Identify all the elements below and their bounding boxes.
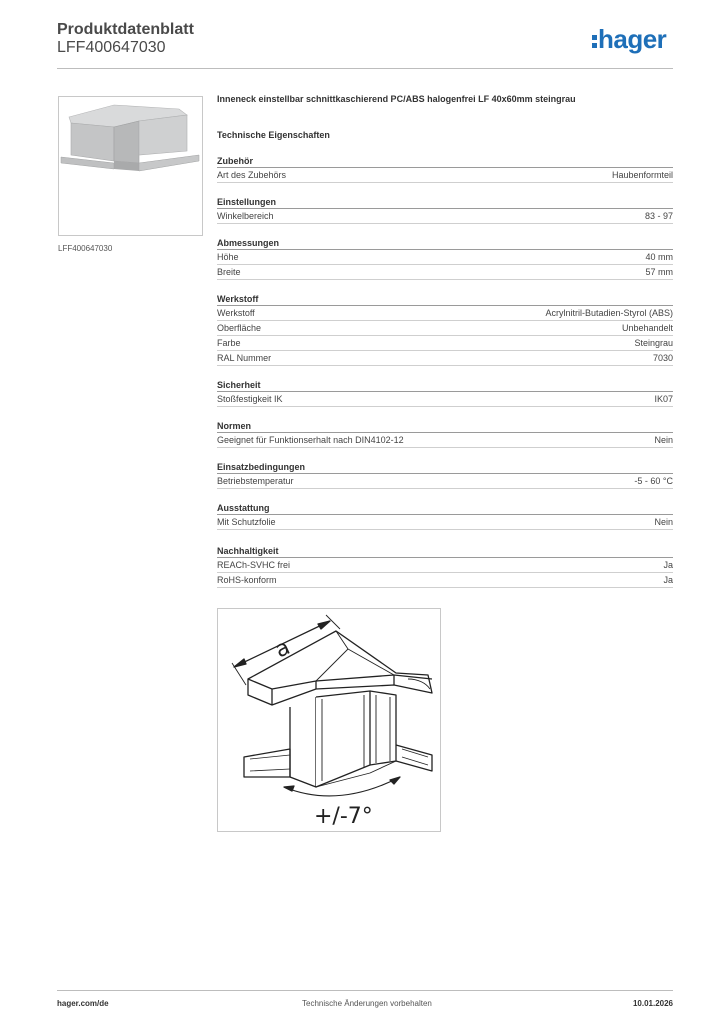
spec-label: Winkelbereich (217, 211, 274, 221)
spec-section (217, 420, 673, 458)
angle-label: +/-7° (314, 804, 373, 829)
spec-row (217, 265, 673, 280)
spec-row (217, 392, 673, 407)
spec-section (217, 155, 673, 193)
section-title: Nachhaltigkeit (217, 545, 673, 558)
spec-value: Nein (654, 517, 673, 527)
spec-row (217, 209, 673, 224)
spec-label: Farbe (217, 338, 241, 348)
spec-section (217, 461, 673, 499)
spec-value: 7030 (652, 353, 673, 363)
spec-value: 57 mm (645, 267, 673, 277)
spec-section (217, 196, 673, 234)
spec-value: 40 mm (645, 252, 673, 262)
spec-value: Nein (654, 435, 673, 445)
section-title: Normen (217, 420, 673, 433)
section-spacer (217, 280, 673, 290)
spec-value: Ja (663, 575, 673, 585)
dimension-label: a (271, 634, 295, 664)
spec-sections (217, 155, 673, 598)
spec-section (217, 237, 673, 290)
spec-value: -5 - 60 °C (634, 476, 673, 486)
product-title: Inneneck einstellbar schnittkaschierend PC/ABS halogenfrei LF 40x60mm steingrau (217, 94, 576, 104)
spec-label: Höhe (217, 252, 239, 262)
spec-value: Steingrau (634, 338, 673, 348)
spec-label: RoHS-konform (217, 575, 277, 585)
section-title: Zubehör (217, 155, 673, 168)
dimension-drawing-icon (218, 609, 440, 831)
product-image-icon (59, 97, 202, 235)
section-spacer (217, 366, 673, 376)
spec-label: Werkstoff (217, 308, 255, 318)
footer-website-link[interactable]: hager.com/de (57, 999, 109, 1008)
tech-heading: Technische Eigenschaften (217, 130, 330, 140)
spec-row (217, 250, 673, 265)
spec-section (217, 379, 673, 417)
spec-value: Haubenformteil (611, 170, 673, 180)
section-spacer (217, 448, 673, 458)
section-title: Einstellungen (217, 196, 673, 209)
footer-divider (57, 990, 673, 991)
spec-label: Oberfläche (217, 323, 262, 333)
spec-row (217, 351, 673, 366)
spec-label: Stoßfestigkeit IK (217, 394, 283, 404)
footer-disclaimer: Technische Änderungen vorbehalten (302, 999, 432, 1008)
section-spacer (217, 407, 673, 417)
spec-row (217, 515, 673, 530)
spec-row (217, 433, 673, 448)
thumbnail-caption: LFF400647030 (58, 244, 113, 253)
footer-date: 10.01.2026 (632, 999, 673, 1008)
brand-logo (592, 26, 666, 52)
technical-drawing (217, 608, 441, 832)
section-title: Werkstoff (217, 293, 673, 306)
spec-label: Breite (217, 267, 241, 277)
section-title: Einsatzbedingungen (217, 461, 673, 474)
spec-section (217, 293, 673, 376)
spec-row (217, 336, 673, 351)
section-spacer (217, 224, 673, 234)
spec-section (217, 545, 673, 598)
spec-row (217, 306, 673, 321)
section-title: Ausstattung (217, 502, 673, 515)
product-code: LFF400647030 (57, 39, 166, 56)
spec-value: 83 - 97 (644, 211, 673, 221)
section-title: Abmessungen (217, 237, 673, 250)
spec-row (217, 474, 673, 489)
section-spacer (217, 489, 673, 499)
spec-label: Art des Zubehörs (217, 170, 287, 180)
spec-row (217, 321, 673, 336)
spec-label: RAL Nummer (217, 353, 272, 363)
spec-label: Mit Schutzfolie (217, 517, 276, 527)
header-divider (57, 68, 673, 69)
spec-value: IK07 (654, 394, 673, 404)
section-spacer (217, 530, 673, 542)
spec-label: REACh-SVHC frei (217, 560, 291, 570)
logo-dots-icon (592, 32, 597, 51)
section-title: Sicherheit (217, 379, 673, 392)
section-spacer (217, 588, 673, 598)
logo-text: hager (598, 24, 667, 54)
product-thumbnail (58, 96, 203, 236)
spec-label: Betriebstemperatur (217, 476, 294, 486)
spec-section (217, 502, 673, 542)
spec-row (217, 168, 673, 183)
spec-content (217, 94, 673, 622)
section-spacer (217, 183, 673, 193)
spec-label: Geeignet für Funktionserhalt nach DIN4102-12 (217, 435, 404, 445)
spec-value: Unbehandelt (621, 323, 673, 333)
spec-row (217, 573, 673, 588)
page-title: Produktdatenblatt (57, 21, 194, 38)
spec-value: Acrylnitril-Butadien-Styrol (ABS) (545, 308, 673, 318)
spec-row (217, 558, 673, 573)
spec-value: Ja (663, 560, 673, 570)
